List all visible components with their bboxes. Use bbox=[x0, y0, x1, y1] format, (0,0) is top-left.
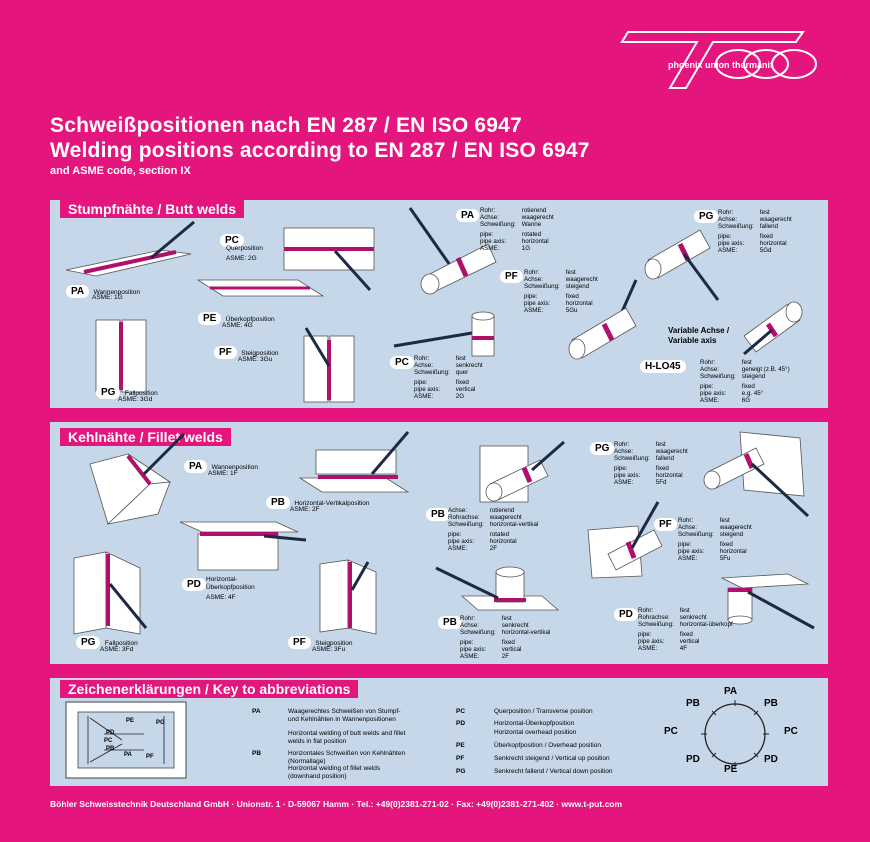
wheel-top-left: PB bbox=[686, 698, 700, 709]
pipe-hlo45-badge-wrap bbox=[640, 356, 686, 374]
fillet-pa-asme: ASME: 1F bbox=[208, 470, 238, 477]
fillet-pipe-pb1-spec: Achse: rotierend Rohrachse: waagerecht Schweißung: horizontal-vertikal pipe: rotated pipe axis: horizontal ASME: 2F bbox=[448, 507, 539, 552]
fillet-pb-illustration bbox=[296, 430, 416, 496]
butt-pc-asme: ASME: 2G bbox=[226, 255, 257, 262]
page-subtitle: and ASME code, section IX bbox=[50, 165, 191, 177]
position-badge: PD bbox=[182, 578, 206, 591]
position-badge: PF bbox=[214, 346, 237, 359]
key-diag-pa: PA bbox=[124, 752, 132, 758]
position-badge: PB bbox=[426, 508, 450, 521]
position-badge: PA bbox=[456, 209, 479, 222]
wheel-left: PC bbox=[664, 726, 678, 737]
wheel-bottom-right: PD bbox=[764, 754, 778, 765]
fillet-pipe-pg-illustration bbox=[700, 428, 812, 518]
position-badge: PE bbox=[198, 312, 221, 325]
key-pa-code: PA bbox=[252, 708, 261, 715]
key-pf-code: PF bbox=[456, 755, 465, 762]
pipe-pa-spec: Rohr: rotierend Achse: waagerecht Schweißung: Wanne pipe: rotated pipe axis: horizontal ASME: 1G bbox=[480, 207, 554, 252]
key-pe-text: Überkopfposition / Overhead position bbox=[494, 742, 601, 749]
position-badge: PD bbox=[614, 608, 638, 621]
position-badge: PF bbox=[654, 518, 677, 531]
position-badge: PB bbox=[266, 496, 290, 509]
wheel-bottom-left: PD bbox=[686, 754, 700, 765]
key-header: Zeichenerklärungen / Key to abbreviations bbox=[60, 680, 358, 698]
fillet-pipe-pb2-spec: Rohr: fest Achse: senkrecht Schweißung: horizontal-vertikal pipe: fixed pipe axis: vertical ASME: 2F bbox=[460, 615, 551, 660]
key-pd-en: Horizontal overhead position bbox=[494, 729, 577, 736]
butt-pe-asme: ASME: 4G bbox=[222, 322, 253, 329]
position-badge: PC bbox=[390, 356, 414, 369]
position-badge: PG bbox=[694, 210, 718, 223]
fillet-pipe-pd-illustration bbox=[718, 570, 818, 630]
key-diag-pd: PD bbox=[106, 730, 115, 736]
key-pe-code: PE bbox=[456, 742, 465, 749]
butt-pa-illustration bbox=[66, 220, 196, 280]
position-badge: PG bbox=[590, 442, 614, 455]
fillet-welds-header: Kehlnähte / Fillet welds bbox=[60, 428, 231, 446]
fillet-pa-illustration bbox=[88, 430, 188, 526]
key-pd-code: PD bbox=[456, 720, 466, 727]
butt-pf-label: PF Steigposition bbox=[214, 342, 278, 360]
fillet-pipe-pf-badge-wrap bbox=[654, 514, 677, 532]
key-diag-pe: PE bbox=[126, 718, 135, 724]
pipe-hlo45-spec: Rohr: fest Achse: geneigt (z.B. 45°) Schweißung: steigend pipe: fixed pipe axis: e.g. 45° ASME: 6G bbox=[700, 359, 790, 404]
position-badge: PA bbox=[66, 285, 89, 298]
key-pa-de: Waagerechtes Schweißen von Stumpf- und Kehlnähten in Wannenpositionen bbox=[288, 708, 401, 723]
position-badge: PC bbox=[220, 234, 244, 247]
key-pc-code: PC bbox=[456, 708, 466, 715]
fillet-pb-asme: ASME: 2F bbox=[290, 506, 320, 513]
butt-pa-asme: ASME: 1G bbox=[92, 294, 123, 301]
fillet-pd-illustration bbox=[178, 520, 308, 580]
fillet-pg-asme: ASME: 3Fd bbox=[100, 646, 134, 653]
position-badge: PB bbox=[438, 616, 462, 629]
variable-axis-label: Variable Achse / Variable axis bbox=[668, 326, 730, 345]
fillet-pipe-pb1-illustration bbox=[460, 438, 570, 508]
butt-pa-label: PA Wannenposition bbox=[66, 281, 140, 299]
wheel-bottom: PE bbox=[724, 764, 738, 775]
key-pb-en: Horizontal welding of fillet welds (downhand position) bbox=[288, 765, 381, 780]
key-pb-de: Horizontales Schweißen von Kehlnähten (Normallage) bbox=[288, 750, 406, 765]
key-diag-pg: PG bbox=[156, 720, 165, 726]
butt-pe-label: PE Überkopfposition bbox=[198, 308, 275, 326]
footer-contact: Böhler Schweisstechnik Deutschland GmbH · Unionstr. 1 · D-59067 Hamm · Tel.: +49(0)2381-271-02 · Fax: +49(0)2381-271-402 · www.t-put.com bbox=[50, 799, 623, 809]
fillet-pf-asme: ASME: 3Fu bbox=[312, 646, 346, 653]
key-diag-pb: PB bbox=[106, 746, 115, 752]
key-pg-text: Senkrecht fallend / Vertical down position bbox=[494, 768, 613, 775]
fillet-pipe-pf-illustration bbox=[584, 500, 674, 580]
fillet-pipe-pg-spec: Rohr: fest Achse: waagerecht Schweißung: fallend pipe: fixed pipe axis: horizontal ASME: 5Fd bbox=[614, 441, 688, 486]
key-pf-text: Senkrecht steigend / Vertical up position bbox=[494, 755, 610, 762]
fillet-pipe-pd-spec: Rohr: fest Rohrachse: senkrecht Schweißung: horizontal-überkopf pipe: fixed pipe axis: vertical ASME: 4F bbox=[638, 607, 733, 652]
pipe-hlo45-illustration bbox=[740, 296, 820, 356]
key-pc-text: Querposition / Transverse position bbox=[494, 708, 593, 715]
fillet-pipe-pf-spec: Rohr: fest Achse: waagerecht Schweißung: steigend pipe: fixed pipe axis: horizontal ASME: 5Fu bbox=[678, 517, 752, 562]
butt-pf-illustration bbox=[300, 326, 360, 406]
position-badge: PA bbox=[184, 460, 207, 473]
pipe-pg-spec: Rohr: fest Achse: waagerecht Schweißung: fallend pipe: fixed pipe axis: horizontal ASME: 5Gd bbox=[718, 209, 792, 254]
fillet-pg-label: PG Fallposition bbox=[76, 632, 138, 650]
fillet-pipe-pd-badge-wrap bbox=[614, 604, 638, 622]
fillet-pipe-pb2-badge-wrap bbox=[438, 612, 462, 630]
pipe-pa-badge-wrap bbox=[456, 205, 479, 223]
key-pg-code: PG bbox=[456, 768, 466, 775]
key-pd-de: Horizontal-Überkopfposition bbox=[494, 720, 575, 727]
pipe-pg-illustration bbox=[640, 214, 730, 304]
wheel-top: PA bbox=[724, 686, 738, 697]
key-diag-pc: PC bbox=[104, 738, 113, 744]
key-pa-en: Horizontal welding of butt welds and fillet welds in flat position bbox=[288, 730, 406, 745]
fillet-pa-label: PA Wannenposition bbox=[184, 456, 258, 474]
wheel-right: PC bbox=[784, 726, 798, 737]
pipe-pc-spec: Rohr: fest Achse: senkrecht Schweißung: quer pipe: fixed pipe axis: vertical ASME: 2G bbox=[414, 355, 483, 400]
logo-brand-names: phoenix union thermanit bbox=[668, 60, 773, 70]
butt-pf-asme: ASME: 3Gu bbox=[238, 356, 273, 363]
page-title-en: Welding positions according to EN 287 / EN ISO 6947 bbox=[50, 139, 590, 162]
position-badge: PF bbox=[500, 270, 523, 283]
fillet-pf-label: PF Steigposition bbox=[288, 632, 352, 650]
key-diag-pf: PF bbox=[146, 754, 154, 760]
fillet-pg-illustration bbox=[70, 548, 150, 636]
position-badge: PG bbox=[96, 386, 120, 399]
position-badge: H-LO45 bbox=[640, 360, 686, 373]
position-badge: PF bbox=[288, 636, 311, 649]
butt-pg-label: PG Fallposition bbox=[96, 382, 158, 400]
fillet-pf-illustration bbox=[316, 556, 386, 636]
pipe-pc-badge-wrap bbox=[390, 352, 414, 370]
key-position-diagram bbox=[64, 700, 190, 782]
fillet-pipe-pb1-badge-wrap bbox=[426, 504, 450, 522]
wheel-top-right: PB bbox=[764, 698, 778, 709]
fillet-pd-desc: Horizontal- Überkopfposition bbox=[206, 576, 255, 591]
fillet-pipe-pb2-illustration bbox=[432, 562, 562, 614]
pipe-pf-badge-wrap bbox=[500, 266, 523, 284]
key-pb-code: PB bbox=[252, 750, 262, 757]
butt-pc-desc: Querposition bbox=[226, 245, 263, 252]
fillet-pd-label bbox=[182, 574, 206, 592]
fillet-pipe-pg-badge-wrap bbox=[590, 438, 614, 456]
fillet-pd-asme: ASME: 4F bbox=[206, 594, 236, 601]
page-title-de: Schweißpositionen nach EN 287 / EN ISO 6947 bbox=[50, 114, 522, 137]
position-badge: PG bbox=[76, 636, 100, 649]
pipe-pf-spec: Rohr: fest Achse: waagerecht Schweißung: steigend pipe: fixed pipe axis: horizontal ASME: 5Gu bbox=[524, 269, 598, 314]
butt-welds-header: Stumpfnähte / Butt welds bbox=[60, 200, 244, 218]
fillet-pb-label: PB Horizontal-Vertikalposition bbox=[266, 492, 370, 510]
butt-pg-asme: ASME: 3Gd bbox=[118, 396, 153, 403]
pipe-pg-badge-wrap bbox=[694, 206, 718, 224]
